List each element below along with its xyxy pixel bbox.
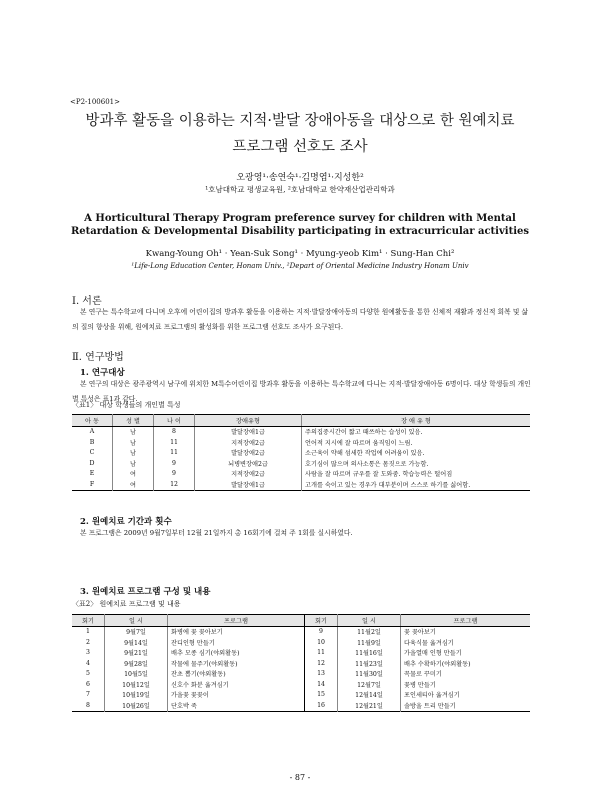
table-cell: 8 <box>72 700 105 711</box>
table-cell: 1 <box>72 626 105 637</box>
table-cell: 솔방울 트리 만들기 <box>404 702 456 710</box>
table-cell: 남 <box>113 458 154 469</box>
table-row <box>72 479 530 490</box>
table-cell: 발달장애2급 <box>195 448 302 459</box>
column-header: 장애유형 <box>195 415 302 427</box>
table-cell: 13 <box>305 669 338 680</box>
table-cell: 11 <box>154 437 195 448</box>
table-cell: 6 <box>72 679 105 690</box>
column-header: 회기 <box>72 615 105 627</box>
column-header: 프로그램 <box>401 615 531 627</box>
korean-authors: 오광영¹·송연숙¹·김명엽¹·지성한² <box>236 173 364 183</box>
table-cell: 11월30일 <box>338 669 401 680</box>
table-row <box>72 679 530 690</box>
table-cell: 신호수 화분 옮겨심기 <box>168 679 305 690</box>
subsection-program-heading: 3. 원예치료 프로그램 구성 및 내용 <box>80 587 211 597</box>
table-row <box>72 658 530 669</box>
table-cell: 4 <box>72 658 105 669</box>
table-cell: 남 <box>113 426 154 437</box>
table-row <box>72 700 530 711</box>
table-cell: 12월7일 <box>338 679 401 690</box>
table-cell: 10월26일 <box>105 700 168 711</box>
table-cell: E <box>72 469 113 480</box>
table-cell: 11월16일 <box>338 648 401 659</box>
section-methods-heading: Ⅱ. 연구방법 <box>72 352 124 363</box>
table-cell: B <box>72 437 113 448</box>
table-cell: 뇌병변장애2급 <box>195 458 302 469</box>
table-row <box>72 669 530 680</box>
table-cell: 10월19일 <box>105 690 168 701</box>
table-cell: 소근육이 약해 섬세한 작업에 어려움이 있음. <box>305 450 425 458</box>
table-cell: C <box>72 448 113 459</box>
column-header: 프로그램 <box>168 615 305 627</box>
column-header: 일 시 <box>338 615 401 627</box>
table-cell: 12월14일 <box>338 690 401 701</box>
subsection-subjects-heading: 1. 연구대상 <box>80 368 125 378</box>
table-cell: 여 <box>113 469 154 480</box>
table-cell: 여 <box>113 479 154 490</box>
table-cell: 호기심이 많으며 의사소통은 몸짓으로 가능함. <box>305 460 429 468</box>
column-header: 일 시 <box>105 615 168 627</box>
english-title-line-2: Retardation & Developmental Disability participating in extracurricular activities <box>70 226 529 237</box>
subjects-text: 본 연구의 대상은 광주광역시 남구에 위치한 M특수어린이집 방과후 활동을 이용하는 특수학교에 다니는 지적·발달장애아동 6명이다. 대상 학생들의 개인별 특성은 표1과 같다. <box>72 380 531 403</box>
table-cell: 15 <box>305 690 338 701</box>
table-cell: 11월9일 <box>338 637 401 648</box>
table-cell: 가을열매 인형 만들기 <box>404 650 462 658</box>
korean-affiliations: ¹호남대학교 평생교육원, ²호남대학교 한약재산업관리학과 <box>205 185 395 194</box>
table-cell: 지적장애2급 <box>195 469 302 480</box>
table-row <box>72 637 530 648</box>
column-header: 회기 <box>305 615 338 627</box>
table-cell: 10월5일 <box>105 669 168 680</box>
table-cell: 고개를 숙이고 있는 경우가 대부분이며 스스로 하기를 싫어함. <box>305 481 471 489</box>
table-cell: 12월21일 <box>338 700 401 711</box>
introduction-text: 본 연구는 특수학교에 다니며 오후에 어린이집의 방과후 활동을 이용하는 지적·발달장애아동의 다양한 원예활동을 통한 신체적 재활과 정신적 회복 및 삶의 질의 향상을 위해, 원예치료 프로그램의 활성화를 위한 프로그램 선호도 조사가 요구된다. <box>72 308 529 331</box>
table-cell: 3 <box>72 648 105 659</box>
table-row <box>72 648 530 659</box>
table-cell: 남 <box>113 437 154 448</box>
table2-caption: 〈표2〉 원예치료 프로그램 및 내용 <box>72 600 181 608</box>
table-row <box>72 437 530 448</box>
table-cell: 단호박 죽 <box>168 700 305 711</box>
table-cell: 발달장애1급 <box>195 426 302 437</box>
table-cell: 8 <box>154 426 195 437</box>
table-cell: 9 <box>154 469 195 480</box>
table-cell: 16 <box>305 700 338 711</box>
english-title <box>0 212 600 238</box>
table-cell: 10월12일 <box>105 679 168 690</box>
table-cell: F <box>72 479 113 490</box>
table-row <box>72 469 530 480</box>
table-cell: 9 <box>154 458 195 469</box>
table-cell: 포인세티아 옮겨심기 <box>404 692 460 700</box>
table-row <box>72 458 530 469</box>
table-cell: 발달장애1급 <box>195 479 302 490</box>
table-cell: 작물에 물주기(야외활동) <box>168 658 305 669</box>
table-cell: 남 <box>113 448 154 459</box>
korean-title <box>0 108 600 160</box>
subsection-period-heading: 2. 원예치료 기간과 횟수 <box>80 517 172 527</box>
table-cell: 12 <box>305 658 338 669</box>
period-text: 본 프로그램은 2009년 9월7일부터 12월 21일까지 총 16회기에 걸쳐 주 1회를 실시하였다. <box>80 529 353 537</box>
table-cell: 잔초 뽑기(야외활동) <box>168 669 305 680</box>
column-header: 장 애 유 형 <box>302 415 531 427</box>
table-row <box>72 448 530 459</box>
table-cell: A <box>72 426 113 437</box>
table-cell: 꼭물로 꾸미기 <box>404 671 442 679</box>
korean-title-line-1: 방과후 활동을 이용하는 지적·발달 장애아동을 대상으로 한 원예치료 <box>85 113 515 129</box>
table-cell: 7 <box>72 690 105 701</box>
table-cell: 11 <box>305 648 338 659</box>
table-row <box>72 426 530 437</box>
table1-caption: 〈표1〉 대상 학생들의 개인별 특성 <box>72 401 181 409</box>
table-cell: 지적장애2급 <box>195 437 302 448</box>
table-cell: 11월23일 <box>338 658 401 669</box>
column-header: 성 별 <box>113 415 154 427</box>
section-introduction-heading: Ⅰ. 서론 <box>72 296 102 307</box>
table-cell: 배추 수확하기(야외활동) <box>404 660 471 668</box>
table-cell: 사람을 잘 따르며 규우를 잘 도와줌. 학습능력은 떨어짐 <box>305 471 453 479</box>
program-table <box>72 614 530 712</box>
table-cell: 주의집중시간이 짧고 때쓰하는 습성이 있음. <box>305 429 423 437</box>
page-number: - 87 - <box>289 773 311 782</box>
table-cell: D <box>72 458 113 469</box>
table-cell: 11월2일 <box>338 626 401 637</box>
table-cell: 배추 모종 심기(야외활동) <box>168 648 305 659</box>
table-cell: 12 <box>154 479 195 490</box>
abstract-code: <P2-100601> <box>70 98 120 106</box>
column-header: 아 동 <box>72 415 113 427</box>
table-cell: 가을꽃 꽃꽂이 <box>168 690 305 701</box>
table-cell: 화병에 꽃 꽂아보기 <box>168 626 305 637</box>
table-cell: 5 <box>72 669 105 680</box>
table-header-row <box>72 615 530 627</box>
table-cell: 14 <box>305 679 338 690</box>
table-cell: 2 <box>72 637 105 648</box>
table-cell: 10 <box>305 637 338 648</box>
table-cell: 다육식물 옮겨심기 <box>404 639 454 647</box>
table-cell: 9 <box>305 626 338 637</box>
table-cell: 9월21일 <box>105 648 168 659</box>
table-cell: 9월28일 <box>105 658 168 669</box>
table-cell: 11 <box>154 448 195 459</box>
table-row <box>72 690 530 701</box>
english-affiliations: ¹Life-Long Education Center, Honam Univ., ²Depart of Oriental Medicine Industry Honam Univ <box>131 262 469 270</box>
english-authors: Kwang-Young Oh¹ · Yean-Suk Song¹ · Myung-yeob Kim¹ · Sung-Han Chi² <box>145 249 455 259</box>
korean-title-line-2: 프로그램 선호도 조사 <box>232 139 368 155</box>
table-cell: 꽃병 만들기 <box>404 681 436 689</box>
table-header-row <box>72 415 530 427</box>
table-cell: 잔디인형 만들기 <box>168 637 305 648</box>
table-cell: 9월7일 <box>105 626 168 637</box>
column-header: 나 이 <box>154 415 195 427</box>
table-cell: 언어적 지시에 잘 따르며 움직임이 느림. <box>305 439 413 447</box>
table-cell: 꽃 꽂아보기 <box>404 629 436 637</box>
english-title-line-1: A Horticultural Therapy Program preference survey for children with Mental <box>84 213 516 224</box>
table-cell: 9월14일 <box>105 637 168 648</box>
table-row <box>72 626 530 637</box>
subjects-table <box>72 414 530 491</box>
